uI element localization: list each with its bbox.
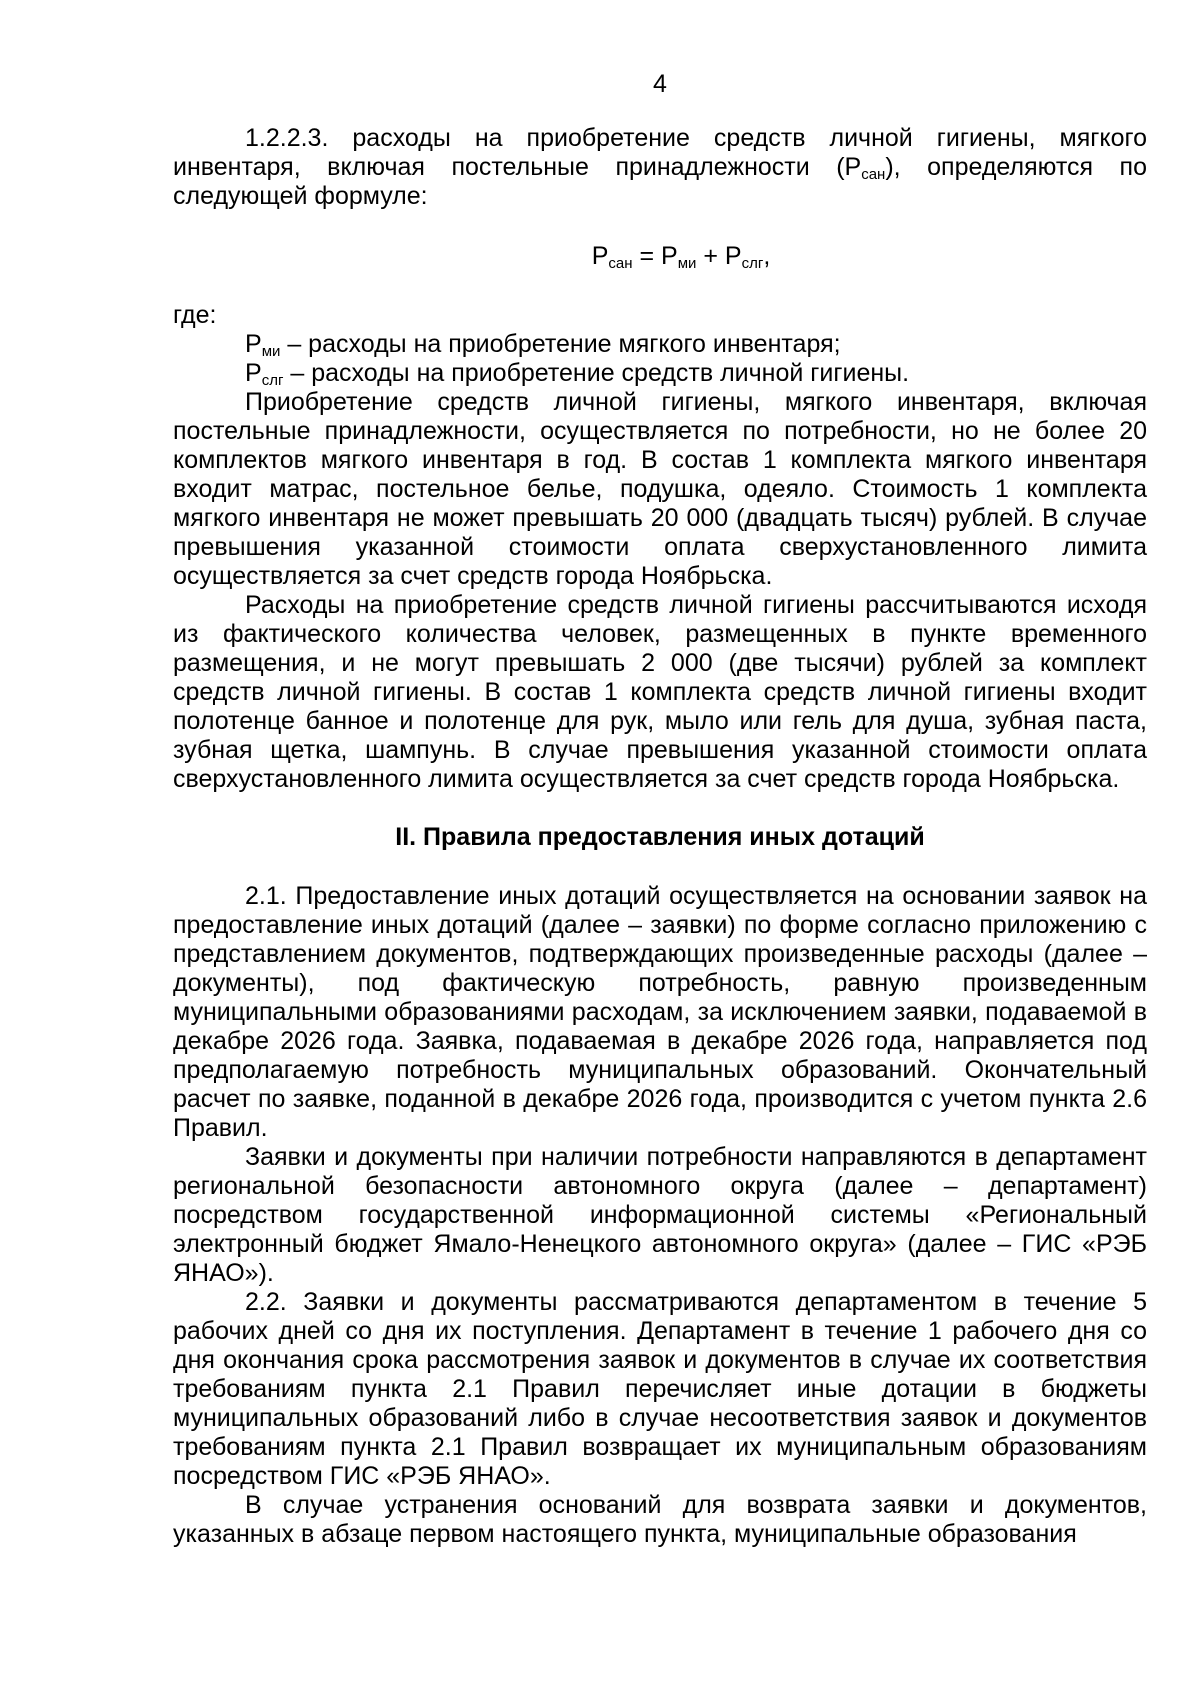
- page-number: 4: [653, 70, 667, 98]
- definition-symbol: Р: [245, 359, 262, 387]
- paragraph-hygiene-expenses: Расходы на приобретение средств личной гигиены рассчитываются исходя из фактического количества человек, размещенных в пункте временного размещения, и не могут превышать 2 000 (две тысячи) рублей за комплект средств личной гигиены. В состав 1 комплекта средств личной гигиены входит полотенце банное и полотенце для рук, мыло или гель для душа, зубная паста, зубная щетка, шампунь. В случае превышения указанной стоимости оплата сверхустановленного лимита осуществляется за счет средств города Ноябрьска.: [173, 591, 1147, 793]
- formula-symbol: Р: [591, 242, 609, 270]
- definition-rmi: [173, 330, 1147, 359]
- definition-text: – расходы на приобретение мягкого инвентаря;: [280, 330, 841, 358]
- definition-rslg: [173, 359, 1147, 388]
- formula-symbol: = Р: [632, 242, 678, 270]
- paragraph-resubmission: В случае устранения оснований для возврата заявки и документов, указанных в абзаце первом настоящего пункта, муниципальные образования: [173, 1491, 1147, 1548]
- paragraph-1-2-2-3: [173, 124, 1147, 211]
- definition-subscript: слг: [261, 372, 284, 389]
- formula: [173, 242, 1147, 271]
- paragraph-submission: Заявки и документы при наличии потребности направляются в департамент региональной безопасности автономного округа (далее – департамент) посредством государственной информационной системы «Региональный электронный бюджет Ямало-Ненецкого автономного округа» (далее – ГИС «РЭБ ЯНАО»).: [173, 1143, 1147, 1287]
- paragraph-text: ), определяются по следующей формуле:: [173, 153, 1147, 210]
- formula-subscript: сан: [608, 255, 633, 272]
- subscript: сан: [861, 166, 886, 183]
- paragraph-2-1: 2.1. Предоставление иных дотаций осуществляется на основании заявок на предоставление иных дотаций (далее – заявки) по форме согласно приложению с представлением документов, подтверждающих произведенные расходы (далее – документы), под фактическую потребность, равную произведенным муниципальными образованиями расходам, за исключением заявки, подаваемой в декабре 2026 года. Заявка, подаваемая в декабре 2026 года, направляется под предполагаемую потребность муниципальных образований. Окончательный расчет по заявке, поданной в декабре 2026 года, производится с учетом пункта 2.6 Правил.: [173, 882, 1147, 1142]
- paragraph-text: 1.2.2.3. расходы на приобретение средств личной гигиены, мягкого инвентаря, включая постельные принадлежности (Р: [173, 124, 1147, 181]
- document-body: [173, 124, 1147, 1549]
- formula-subscript: ми: [677, 255, 697, 272]
- definition-subscript: ми: [261, 343, 281, 360]
- definition-text: – расходы на приобретение средств личной гигиены.: [283, 359, 910, 387]
- section-heading: II. Правила предоставления иных дотаций: [395, 823, 925, 851]
- formula-symbol: + Р: [696, 242, 742, 270]
- definition-symbol: Р: [245, 330, 262, 358]
- formula-subscript: слг: [741, 255, 764, 272]
- where-label: где:: [173, 301, 217, 329]
- paragraph-soft-inventory: Приобретение средств личной гигиены, мягкого инвентаря, включая постельные принадлежности, осуществляется по потребности, но не более 20 комплектов мягкого инвентаря в год. В состав 1 комплекта мягкого инвентаря входит матрас, постельное белье, подушка, одеяло. Стоимость 1 комплекта мягкого инвентаря не может превышать 20 000 (двадцать тысяч) рублей. В случае превышения указанной стоимости оплата сверхустановленного лимита осуществляется за счет средств города Ноябрьска.: [173, 388, 1147, 590]
- paragraph-2-2: 2.2. Заявки и документы рассматриваются департаментом в течение 5 рабочих дней со дня их поступления. Департамент в течение 1 рабочего дня со дня окончания срока рассмотрения заявок и документов в случае их соответствия требованиям пункта 2.1 Правил перечисляет иные дотации в бюджеты муниципальных образований либо в случае несоответствия заявок и документов требованиям пункта 2.1 Правил возвращает их муниципальным образованиям посредством ГИС «РЭБ ЯНАО».: [173, 1288, 1147, 1490]
- formula-symbol: ,: [763, 242, 771, 270]
